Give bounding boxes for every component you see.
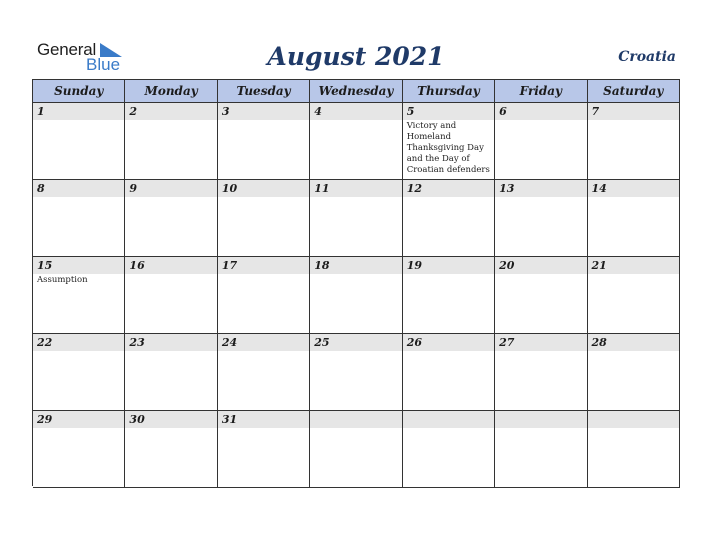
day-cell [588, 411, 680, 488]
weekday-header-row [33, 80, 680, 103]
day-cell [310, 411, 402, 488]
day-number: 9 [125, 180, 216, 197]
day-cell [403, 257, 495, 334]
day-cell [495, 334, 587, 411]
day-cell [588, 334, 680, 411]
day-number [403, 411, 494, 428]
holiday-label: Victory and Homeland Thanksgiving Day and the Day of Croatian defenders [406, 121, 490, 175]
day-number: 16 [125, 257, 216, 274]
day-number: 3 [218, 103, 309, 120]
day-cell [125, 411, 217, 488]
day-cell [588, 103, 680, 180]
weekday-wednesday: Wednesday [310, 80, 402, 103]
day-cell [310, 180, 402, 257]
day-cell [218, 103, 310, 180]
day-number: 6 [495, 103, 586, 120]
day-cell [125, 257, 217, 334]
week-row [33, 180, 680, 257]
day-cell [218, 180, 310, 257]
day-number: 31 [218, 411, 309, 428]
day-number: 11 [310, 180, 401, 197]
day-cell [218, 257, 310, 334]
day-number: 1 [33, 103, 124, 120]
day-number: 22 [33, 334, 124, 351]
day-cell [218, 334, 310, 411]
weekday-tuesday: Tuesday [218, 80, 310, 103]
day-cell [588, 180, 680, 257]
day-number: 12 [403, 180, 494, 197]
day-number: 28 [588, 334, 679, 351]
day-cell [33, 180, 125, 257]
day-cell [125, 334, 217, 411]
holiday-label: Assumption [37, 275, 88, 285]
day-number: 14 [588, 180, 679, 197]
country-label: Croatia [618, 49, 676, 65]
day-cell [33, 334, 125, 411]
day-cell [33, 103, 125, 180]
day-cell [218, 411, 310, 488]
day-cell [125, 103, 217, 180]
day-cell [495, 257, 587, 334]
logo-text-general: General [37, 40, 97, 59]
weekday-sunday: Sunday [33, 80, 125, 103]
week-row [33, 257, 680, 334]
day-number: 13 [495, 180, 586, 197]
day-cell [495, 411, 587, 488]
weekday-monday: Monday [125, 80, 217, 103]
day-number: 5 [403, 103, 494, 120]
day-number: 8 [33, 180, 124, 197]
day-number: 19 [403, 257, 494, 274]
day-cell [403, 334, 495, 411]
day-cell [588, 257, 680, 334]
day-number: 2 [125, 103, 216, 120]
day-number: 4 [310, 103, 401, 120]
day-cell [33, 411, 125, 488]
day-number: 15 [33, 257, 124, 274]
day-number: 25 [310, 334, 401, 351]
week-row [33, 334, 680, 411]
day-number [495, 411, 586, 428]
weekday-thursday: Thursday [403, 80, 495, 103]
day-number: 29 [33, 411, 124, 428]
day-cell [33, 257, 125, 334]
day-number: 18 [310, 257, 401, 274]
day-cell [310, 334, 402, 411]
day-cell [403, 103, 495, 180]
day-number: 7 [588, 103, 679, 120]
day-number: 17 [218, 257, 309, 274]
day-number: 20 [495, 257, 586, 274]
day-number [588, 411, 679, 428]
weekday-friday: Friday [495, 80, 587, 103]
day-cell [495, 103, 587, 180]
logo-text-blue: Blue [86, 55, 121, 74]
calendar-title: August 2021 [267, 42, 445, 71]
day-number: 23 [125, 334, 216, 351]
day-cell [310, 257, 402, 334]
day-cell [403, 180, 495, 257]
day-cell [495, 180, 587, 257]
day-cell [125, 180, 217, 257]
day-cell [310, 103, 402, 180]
day-number: 30 [125, 411, 216, 428]
day-cell [403, 411, 495, 488]
day-number [310, 411, 401, 428]
day-number: 27 [495, 334, 586, 351]
day-number: 24 [218, 334, 309, 351]
day-number: 10 [218, 180, 309, 197]
weekday-saturday: Saturday [588, 80, 680, 103]
month-calendar [32, 79, 680, 486]
week-row [33, 103, 680, 180]
calendar-weeks [33, 103, 680, 488]
week-row [33, 411, 680, 488]
day-number: 21 [588, 257, 679, 274]
day-number: 26 [403, 334, 494, 351]
